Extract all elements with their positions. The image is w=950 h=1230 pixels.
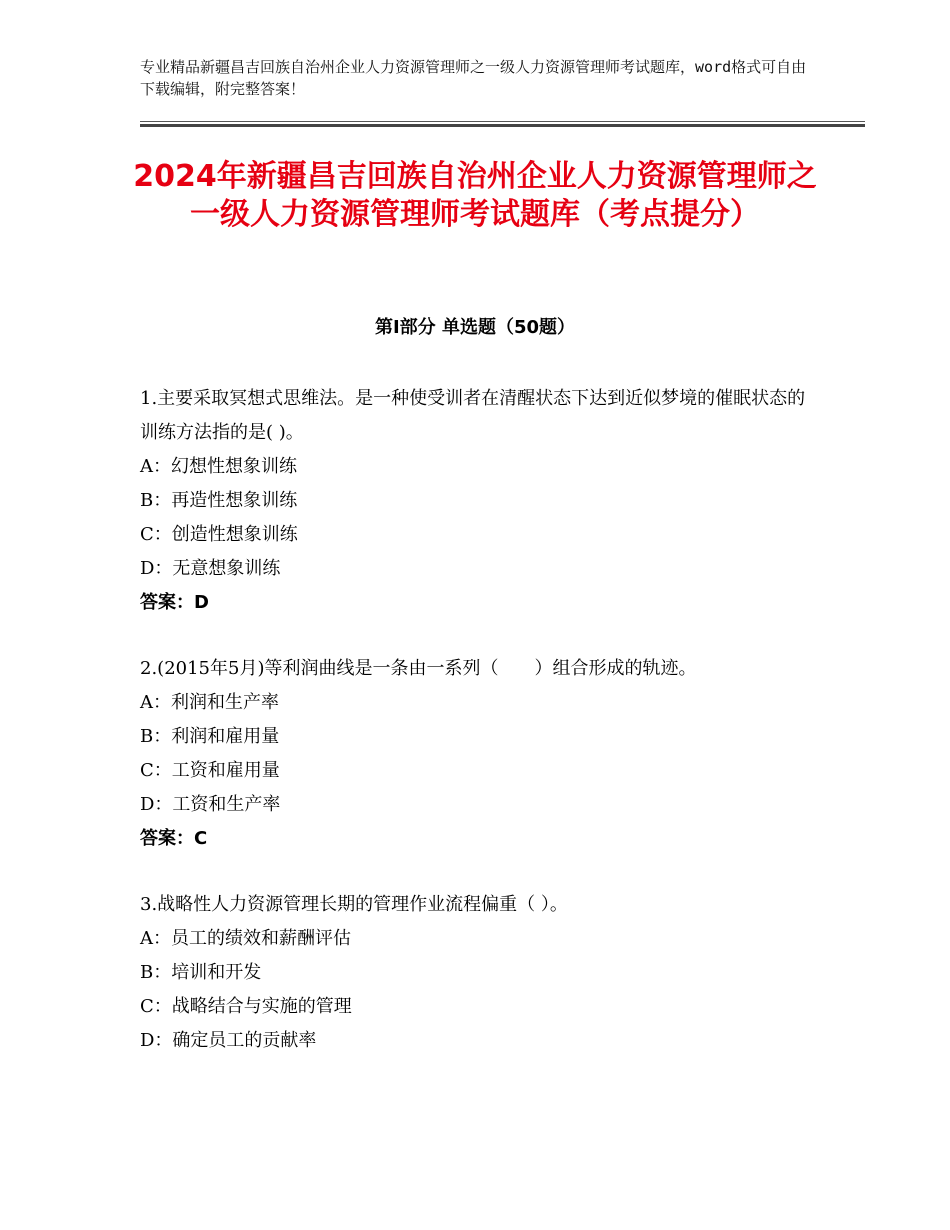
option-d: D：确定员工的贡献率 bbox=[140, 1030, 317, 1051]
header-note: 专业精品新疆昌吉回族自治州企业人力资源管理师之一级人力资源管理师考试题库，word格式可自由下载编辑，附完整答案！ bbox=[140, 58, 807, 98]
answer: 答案：D bbox=[140, 592, 209, 613]
question-text: 1.主要采取冥想式思维法。是一种使受训者在清醒状态下达到近似梦境的催眠状态的训练方法指的是( )。 bbox=[140, 388, 806, 443]
header-divider-thick bbox=[140, 124, 865, 127]
option-c: C：战略结合与实施的管理 bbox=[140, 996, 352, 1017]
question-1 bbox=[140, 382, 820, 620]
option-b: B：再造性想象训练 bbox=[140, 490, 298, 511]
question-2 bbox=[140, 652, 820, 856]
option-a: A：利润和生产率 bbox=[140, 692, 279, 713]
question-text: 2.(2015年5月)等利润曲线是一条由一系列（ ）组合形成的轨迹。 bbox=[140, 658, 697, 679]
option-c: C：工资和雇用量 bbox=[140, 760, 280, 781]
option-c: C：创造性想象训练 bbox=[140, 524, 298, 545]
answer: 答案：C bbox=[140, 828, 208, 849]
section-heading: 第Ⅰ部分 单选题（50题） bbox=[374, 317, 575, 338]
question-list bbox=[140, 382, 820, 1090]
option-d: D：工资和生产率 bbox=[140, 794, 281, 815]
question-3 bbox=[140, 888, 820, 1058]
document-title: 2024年新疆昌吉回族自治州企业人力资源管理师之一级人力资源管理师考试题库（考点提分） bbox=[133, 159, 817, 232]
question-text: 3.战略性人力资源管理长期的管理作业流程偏重（ ）。 bbox=[140, 894, 568, 915]
option-a: A：员工的绩效和薪酬评估 bbox=[140, 928, 351, 949]
option-a: A：幻想性想象训练 bbox=[140, 456, 297, 477]
header-divider-thin bbox=[140, 121, 865, 122]
option-b: B：培训和开发 bbox=[140, 962, 262, 983]
option-d: D：无意想象训练 bbox=[140, 558, 281, 579]
option-b: B：利润和雇用量 bbox=[140, 726, 280, 747]
